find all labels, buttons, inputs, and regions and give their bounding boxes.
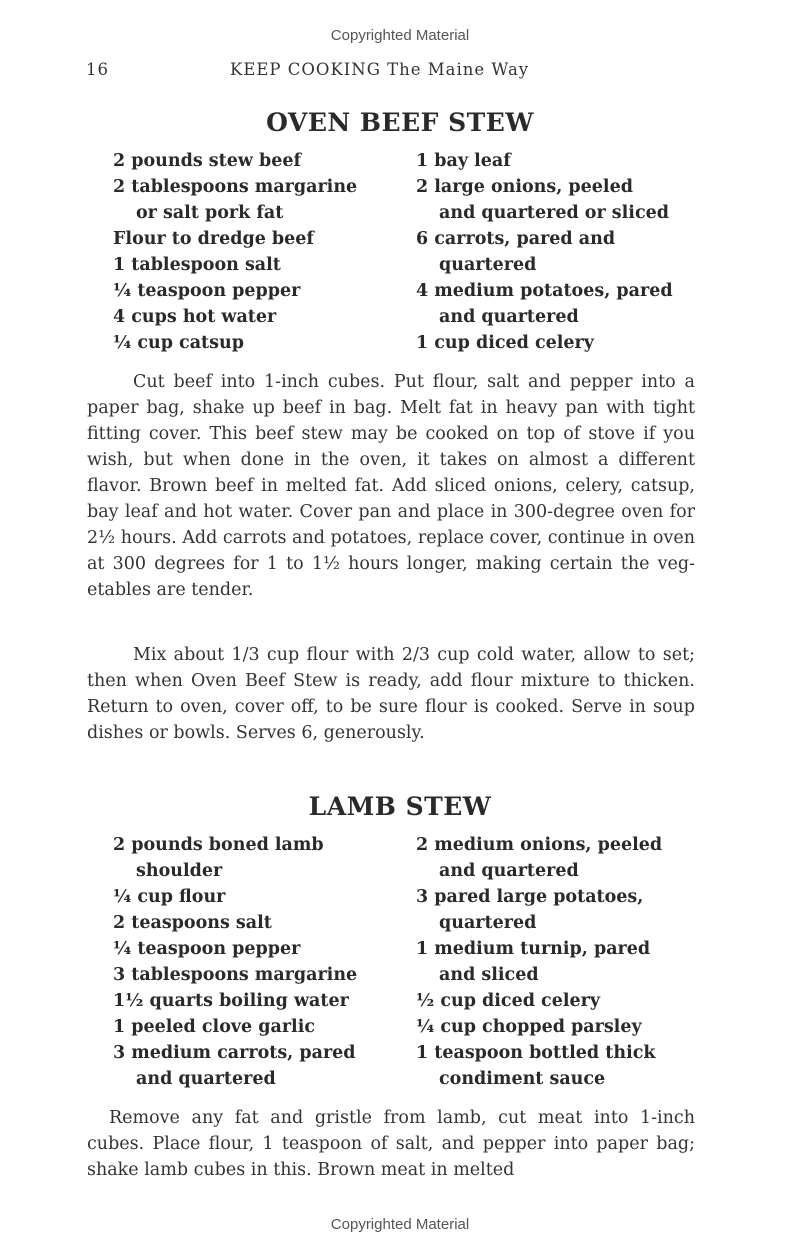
instructions-paragraph: Cut beef into 1-inch cubes. Put flour, salt and pepper into a paper bag, shake up beef in bag. Melt fat in heavy pan with tight fitting cover. This beef stew may be cooked on top of stove if you wish, but when done in the oven, it takes on almost a different flavor. Brown beef in melted fat. Add sliced onions, celery, catsup, bay leaf and hot water. Cover pan and place in 300-degree oven for 2½ hours. Add carrots and potatoes, replace cover, continue in oven at 300 degrees for 1 to 1½ hours longer, making certain the veg-etables are tender. — [87, 372, 695, 600]
ingredient-item: ¼ cup flour — [113, 887, 226, 907]
ingredient-item: 2 large onions, peeled — [416, 177, 633, 197]
ingredient-item: 6 carrots, pared and — [416, 229, 616, 249]
ingredient-item: quartered — [439, 255, 537, 275]
ingredient-item: 3 medium carrots, pared — [113, 1043, 356, 1063]
instructions-paragraph: Remove any fat and gristle from lamb, cut meat into 1-inch cubes. Place flour, 1 teaspoon of salt, and pepper into paper bag; shake lamb cubes in this. Brown meat in melted — [87, 1108, 695, 1180]
instructions-paragraph: Mix about 1/3 cup flour with 2/3 cup cold water, allow to set; then when Oven Beef Stew is ready, add flour mixture to thicken. Return to oven, cover off, to be sure flour is cooked. Serve in soup dishes or bowls. Serves 6, generously. — [87, 645, 695, 743]
ingredient-item: 4 medium potatoes, pared — [416, 281, 673, 301]
ingredient-item: ¼ teaspoon pepper — [113, 939, 301, 959]
ingredient-item: and quartered — [439, 307, 579, 327]
ingredient-item: Flour to dredge beef — [113, 229, 314, 249]
ingredient-item: condiment sauce — [439, 1069, 606, 1089]
ingredient-item: and sliced — [439, 965, 539, 985]
ingredient-item: 1 bay leaf — [416, 151, 511, 171]
ingredient-item: ¼ cup catsup — [113, 333, 244, 353]
ingredient-item: 1 medium turnip, pared — [416, 939, 651, 959]
ingredient-item: 2 tablespoons margarine — [113, 177, 358, 197]
ingredient-item: 1 tablespoon salt — [113, 255, 281, 275]
page-number: 16 — [86, 60, 109, 79]
ingredient-item: 1 cup diced celery — [416, 333, 594, 353]
ingredients-right-oven-beef-stew — [416, 148, 673, 356]
ingredient-item: 2 pounds stew beef — [113, 151, 302, 171]
ingredient-item: shoulder — [136, 861, 223, 881]
ingredient-item: 2 medium onions, peeled — [416, 835, 663, 855]
ingredient-item: or salt pork fat — [136, 203, 284, 223]
ingredient-item: 3 pared large potatoes, — [416, 887, 644, 907]
ingredient-item: and quartered — [439, 861, 579, 881]
running-title: KEEP COOKING The Maine Way — [230, 60, 530, 79]
recipe-title-lamb-stew: LAMB STEW — [308, 792, 492, 821]
ingredient-item: quartered — [439, 913, 537, 933]
ingredient-item: 3 tablespoons margarine — [113, 965, 358, 985]
ingredient-item: 1 teaspoon bottled thick — [416, 1043, 656, 1063]
recipe-title-oven-beef-stew: OVEN BEEF STEW — [266, 108, 534, 137]
ingredient-item: 2 pounds boned lamb — [113, 835, 324, 855]
ingredient-item: ½ cup diced celery — [416, 991, 601, 1011]
ingredient-item: 1 peeled clove garlic — [113, 1017, 316, 1037]
ingredients-left-oven-beef-stew — [113, 148, 357, 356]
copyright-notice-bottom: Copyrighted Material — [330, 1216, 470, 1233]
copyright-notice-top: Copyrighted Material — [330, 27, 470, 44]
ingredient-item: ¼ cup chopped parsley — [416, 1017, 642, 1037]
ingredient-item: ¼ teaspoon pepper — [113, 281, 301, 301]
ingredients-right-lamb-stew — [416, 832, 662, 1092]
ingredient-item: 1½ quarts boiling water — [113, 991, 349, 1011]
ingredient-item: 2 teaspoons salt — [113, 913, 272, 933]
ingredient-item: and quartered or sliced — [439, 203, 669, 223]
ingredients-left-lamb-stew — [113, 832, 357, 1092]
ingredient-item: 4 cups hot water — [113, 307, 277, 327]
ingredient-item: and quartered — [136, 1069, 276, 1089]
